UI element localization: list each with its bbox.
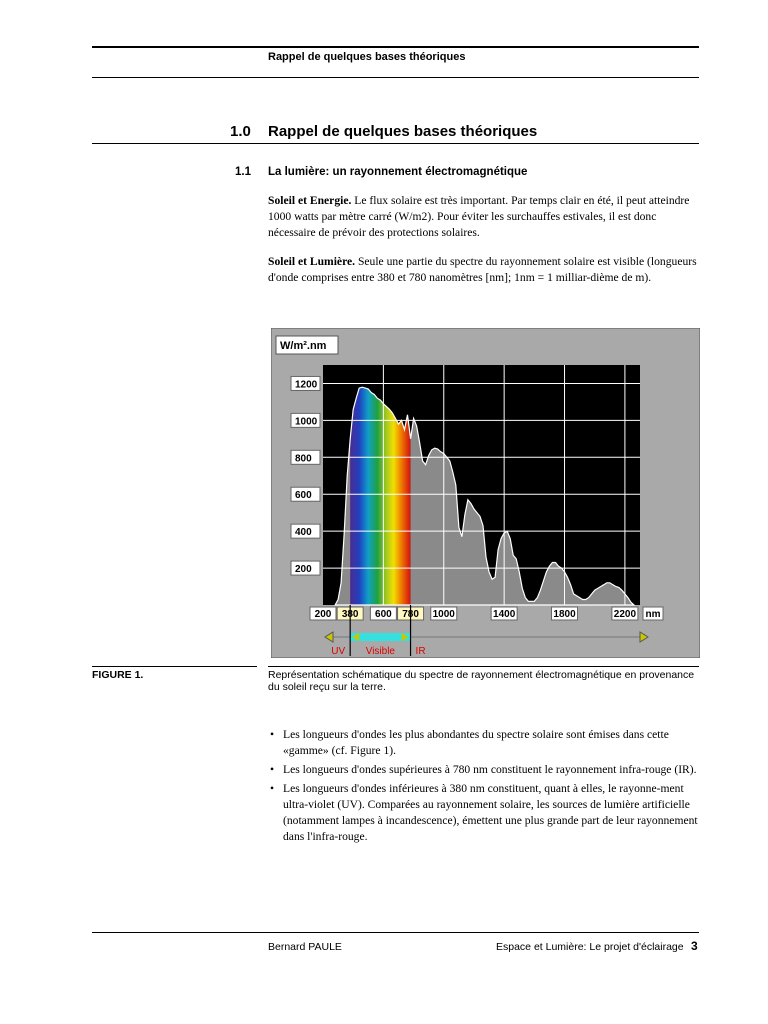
x-tick-label: 600 [375,609,392,620]
band-label-ir: IR [415,646,426,657]
paragraph-body: Le flux solaire est très important. Par temps clair en été, il peut atteindre 1000 watts par mètre carré (W/m2). Pour éviter les surchauffes estivales, il est donc nécessaire de prévoir des protections solaires. [268,194,690,239]
y-tick-label: 200 [295,564,312,576]
x-tick-label: 380 [341,609,359,620]
solar-spectrum-chart [271,328,700,658]
y-tick-label: 600 [295,490,312,502]
list-item [268,727,700,759]
section-rule [92,143,699,144]
paragraph-soleil-energie [268,193,700,241]
visible-band-bar [350,633,410,641]
band-label-uv: UV [331,646,346,657]
y-axis-label: W/m².nm [280,340,327,352]
figure-rule-left [92,666,257,667]
x-tick-label: 1800 [553,609,576,620]
y-tick-label: 400 [295,527,312,539]
bullet-icon: • [270,728,275,741]
bullet-list [268,727,700,848]
list-item [268,762,700,778]
section-number: 1.0 [230,123,251,140]
footer-author: Bernard PAULE [268,941,342,953]
y-tick-label: 1200 [295,379,318,391]
paragraph-soleil-lumiere [268,254,700,286]
paragraph-body: Seule une partie du spectre du rayonnement solaire est visible (longueurs d'onde comprises entre 380 et 780 nanomètres [nm]; 1nm = 1 milliar-dième de m). [268,255,697,284]
subsection-number: 1.1 [235,166,251,178]
section-title: Rappel de quelques bases théoriques [268,123,538,140]
footer-book-title: Espace et Lumière: Le projet d'éclairage [496,941,684,953]
x-tick-label: 2200 [613,609,637,620]
list-item-text: Les longueurs d'ondes supérieures à 780 nm constituent le rayonnement infra-rouge (IR). [283,763,697,776]
x-tick-label: 1400 [493,609,516,620]
x-tick-label: 780 [402,609,419,620]
list-item-text: Les longueurs d'ondes inférieures à 380 nm constituent, quant à elles, le rayonne-ment ultra-violet (UV). Comparées au rayonnement solaire, les sources de lumière artificielle (notamment lampes à incandescence), émettent une plus grande part de leur rayonnement dans l'infra-rouge. [283,782,698,843]
header-top-rule [92,46,699,48]
x-axis-unit: nm [645,609,661,620]
page-number: 3 [691,939,698,953]
header-bottom-rule [92,77,699,78]
figure-rule-right [268,666,699,667]
bullet-icon: • [270,763,275,776]
bullet-icon: • [270,782,275,795]
list-item [268,781,700,845]
paragraph-lead: Soleil et Energie. [268,194,352,207]
list-item-text: Les longueurs d'ondes les plus abondantes du spectre solaire sont émises dans cette «gamme» (cf. Figure 1). [283,728,669,757]
y-tick-label: 1000 [295,416,318,428]
band-label-visible: Visible [365,646,396,657]
figure-caption: Représentation schématique du spectre de rayonnement électromagnétique en provenance du soleil reçu sur la terre. [268,669,695,693]
x-tick-label: 1000 [432,609,455,620]
subsection-title: La lumière: un rayonnement électromagnétique [268,166,528,178]
paragraph-lead: Soleil et Lumière. [268,255,356,268]
figure-label: FIGURE 1. [92,669,144,681]
x-tick-label: 200 [314,609,332,620]
running-header: Rappel de quelques bases théoriques [268,51,466,63]
y-tick-label: 800 [295,453,312,465]
footer-rule [92,932,699,933]
